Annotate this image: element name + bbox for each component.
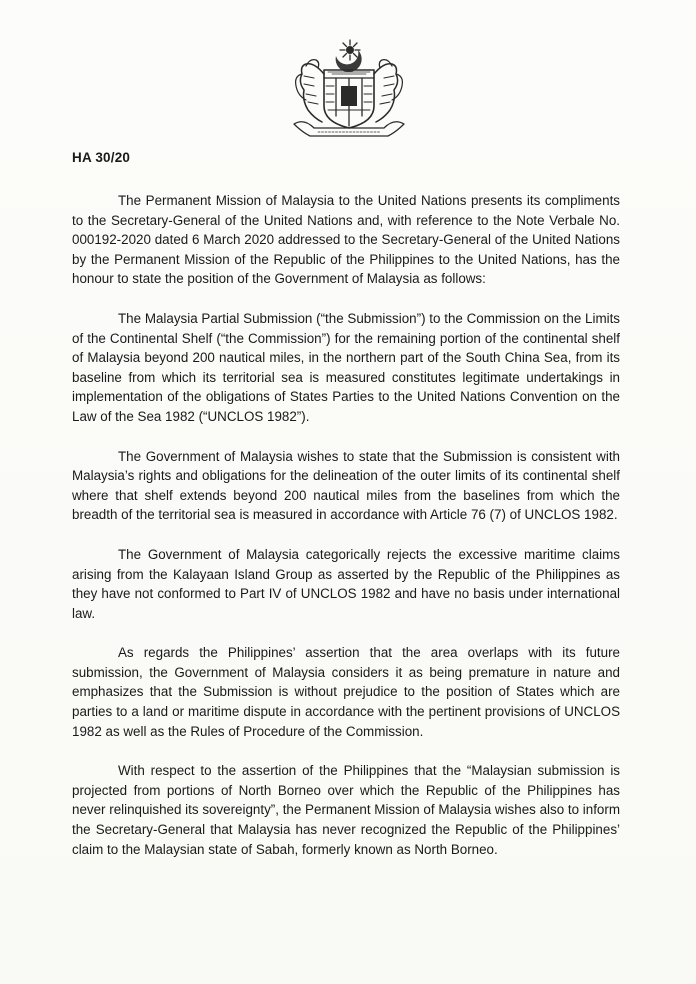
letter-body xyxy=(72,191,620,879)
paragraph-3: The Government of Malaysia wishes to state that the Submission is consistent with Malaysia’s rights and obligations for the delineation of the outer limits of its continental shelf where that shelf extends beyond 200 nautical miles from the baselines from which the breadth of the territorial sea is measured in accordance with Article 76 (7) of UNCLOS 1982. xyxy=(72,448,620,523)
coat-of-arms-icon xyxy=(284,36,414,144)
paragraph-4: The Government of Malaysia categorically rejects the excessive maritime claims arising from the Kalayaan Island Group as asserted by the Republic of the Philippines as they have not conformed to Part IV of UNCLOS 1982 and have no basis under international law. xyxy=(72,546,620,621)
paragraph-2: The Malaysia Partial Submission (“the Submission”) to the Commission on the Limits of the Continental Shelf (“the Commission”) for the remaining portion of the continental shelf of Malaysia beyond 200 nautical miles, in the northern part of the South China Sea, from its baseline from which its territorial sea is measured constitutes legitimate undertakings in implementation of the obligations of States Parties to the United Nations Convention on the Law of the Sea 1982 (“UNCLOS 1982”). xyxy=(72,310,620,424)
paragraph-1: The Permanent Mission of Malaysia to the United Nations presents its compliments to the Secretary-General of the United Nations and, with reference to the Note Verbale No. 000192-2020 dated 6 March 2020 addressed to the Secretary-General of the United Nations by the Permanent Mission of the Republic of the Philippines to the United Nations, has the honour to state the position of the Government of Malaysia as follows: xyxy=(72,193,620,287)
paragraph-6: With respect to the assertion of the Philippines that the “Malaysian submission is projected from portions of North Borneo over which the Republic of the Philippines has never relinquished its sovereignty”, the Permanent Mission of Malaysia wishes also to inform the Secretary-General that Malaysia has never recognized the Republic of the Philippines’ claim to the Malaysian state of Sabah, formerly known as North Borneo. xyxy=(72,763,620,857)
reference-number: HA 30/20 xyxy=(72,150,131,165)
paragraph-5: As regards the Philippines’ assertion that the area overlaps with its future submission, the Government of Malaysia considers it as being premature in nature and emphasizes that the Submission is without prejudice to the position of States which are parties to a land or maritime dispute in accordance with the pertinent provisions of UNCLOS 1982 as well as the Rules of Procedure of the Commission. xyxy=(72,645,620,739)
